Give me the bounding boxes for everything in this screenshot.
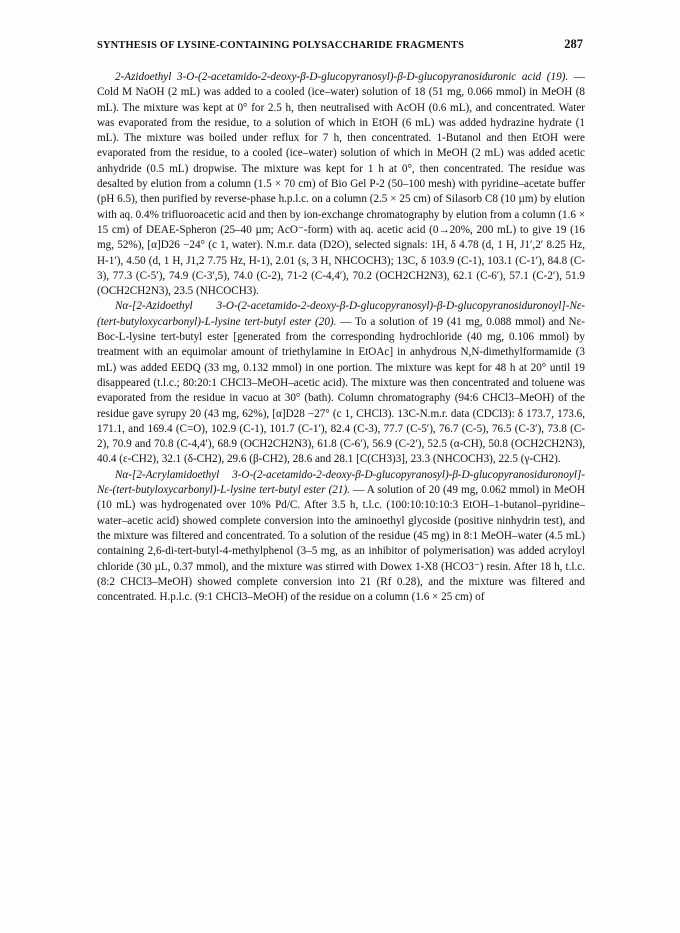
paragraph-compound-21 [97,468,585,606]
running-header [97,37,583,52]
compound-21-title: Nα-[2-Acrylamidoethyl 3-O-(2-acetamido-2-deoxy-β-D-glucopyranosyl)-β-D-glucopyranosiduronoyl]-Nε-(tert-butyloxycarbonyl)-L-lysine tert-butyl ester (21). [97,468,585,497]
paragraph-compound-20 [97,299,585,467]
paragraph-compound-19 [97,70,585,299]
compound-21-procedure: — A solution of 20 (49 mg, 0.062 mmol) in MeOH (10 mL) was hydrogenated over 10% Pd/C. After 3.5 h, t.l.c. (100:10:10:10:3 EtOH–1-butanol–pyridine–water–acetic acid) showed complete conversion into the aminoethyl glycoside (positive ninhydrin test), and the mixture was filtered and concentrated. To a solution of the residue (45 mg) in 8:1 MeOH–water (4.5 mL) containing 2,6-di-tert-butyl-4-methylphenol (3–5 mg, as an inhibitor of polymerisation) was added acryloyl chloride (30 µL, 0.37 mmol), and the mixture was stirred with Dowex 1-X8 (HCO3⁻) resin. After 18 h, t.l.c. (8:2 CHCl3–MeOH) showed complete conversion into 21 (Rf 0.28), and the mixture was filtered and concentrated. H.p.l.c. (9:1 CHCl3–MeOH) of the residue on a column (1.6 × 25 cm) of [97,484,585,604]
page-number: 287 [564,37,583,51]
running-title: SYNTHESIS OF LYSINE-CONTAINING POLYSACCHARIDE FRAGMENTS [97,40,465,51]
compound-20-title: Nα-[2-Azidoethyl 3-O-(2-acetamido-2-deoxy-β-D-glucopyranosyl)-β-D-glucopyranosiduronoyl]-Nε-(tert-butyloxycarbonyl)-L-lysine tert-butyl ester (20). [97,300,585,328]
article-body [97,70,585,605]
compound-20-procedure: — To a solution of 19 (41 mg, 0.088 mmol) and Nε-Boc-L-lysine tert-butyl ester [generated from the corresponding hydrochloride (40 mg, 0.106 mmol) by treatment with an equimolar amount of triethylamine in EtOAc] in anhydrous N,N-dimethylformamide (3 mL) was added EEDQ (33 mg, 0.132 mmol) in one portion. The mixture was kept for 48 h at 20° until 19 disappeared (t.l.c.; 80:20:1 CHCl3–MeOH–acetic acid). The mixture was then concentrated and toluene was evaporated from the residue in vacuo at 30° (bath). Column chromatography (94:6 CHCl3–MeOH) of the residue gave syrupy 20 (43 mg, 62%), [α]D28 −27° (c 1, CHCl3). 13C-N.m.r. data (CDCl3): δ 173.7, 173.6, 171.1, and 169.4 (C=O), 102.9 (C-1), 101.7 (C-1′), 82.4 (C-3), 77.7 (C-5′), 76.7 (C-5), 76.5 (C-3′), 73.8 (C-2), 70.9 and 70.8 (C-4,4′), 68.9 (OCH2CH2N3), 61.8 (C-6′), 56.9 (C-2′), 52.5 (α-CH), 50.8 (OCH2CH2N3), 40.4 (ε-CH2), 32.1 (δ-CH2), 29.6 (β-CH2), 28.6 and 28.1 [C(CH3)3], 23.3 (NHCOCH3), 22.5 (γ-CH2). [97,315,585,466]
compound-19-procedure: — Cold M NaOH (2 mL) was added to a cooled (ice–water) solution of 18 (51 mg, 0.066 mmol) in MeOH (8 mL). The mixture was kept at 0° for 2.5 h, then neutralised with AcOH (0.6 mL), and concentrated. Water was evaporated from the residue, to a solution of which in EtOH (6 mL) was added hydrazine hydrate (1 mL). The mixture was boiled under reflux for 7 h, then concentrated. 1-Butanol and then EtOH were evaporated from the residue, to a cooled (ice–water) solution of which in MeOH (2 mL) was added acetic anhydride (0.5 mL) dropwise. The mixture was kept for 1 h at 0°, then concentrated. The residue was desalted by elution from a column (1.5 × 70 cm) of Bio Gel P-2 (50–100 mesh) with pyridine–acetate buffer (pH 6.5), then purified by reverse-phase h.p.l.c. on a column (2.5 × 25 cm) of Silasorb C8 (10 µm) by elution with aq. 0.4% trifluoroacetic acid and then by ion-exchange chromatography by elution from a column (1.6 × 15 cm) of DEAE-Spheron (25–40 µm; AcO⁻-form) with aq. acetic acid (0→20%, 200 mL) to give 19 (16 mg, 52%), [α]D26 −24° (c 1, water). N.m.r. data (D2O), selected signals: 1H, δ 4.78 (d, 1 H, J1′,2′ 8.25 Hz, H-1′), 4.50 (d, 1 H, J1,2 7.75 Hz, H-1), 2.01 (s, 3 H, NHCOCH3); 13C, δ 103.9 (C-1), 103.1 (C-1′), 84.8 (C-3), 77.3 (C-5′), 74.9 (C-3′,5), 74.0 (C-2), 71-2 (C-4,4′), 70.2 (OCH2CH2N3), 62.1 (C-6′), 57.1 (C-2′), 51.9 (OCH2CH2N3), 23.5 (NHCOCH3). [97,71,585,298]
compound-19-title: 2-Azidoethyl 3-O-(2-acetamido-2-deoxy-β-D-glucopyranosyl)-β-D-glucopyranosiduronic acid (19). [115,71,569,83]
